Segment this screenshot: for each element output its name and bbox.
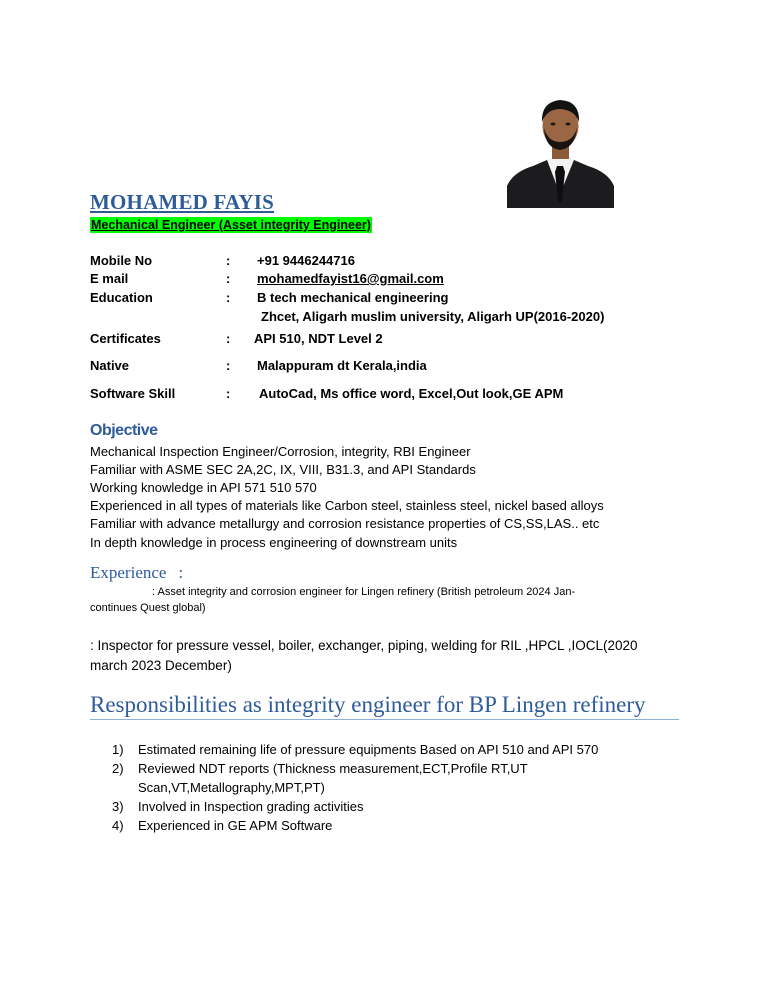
experience-heading-colon: : (178, 563, 184, 582)
software-colon: : (226, 386, 231, 401)
job-title: Mechanical Engineer (Asset integrity Engineer) (91, 218, 371, 232)
experience-item-1-line-2: continues Quest global) (90, 602, 206, 614)
objective-heading: Objective (90, 422, 158, 439)
experience-heading-text: Experience (90, 563, 167, 582)
list-item-text: Involved in Inspection grading activities (138, 799, 364, 814)
list-item-number: 1) (112, 742, 124, 757)
software-label: Software Skill (90, 386, 176, 401)
objective-line: Familiar with ASME SEC 2A,2C, IX, VIII, B31.3, and API Standards (90, 462, 476, 477)
list-item (112, 816, 652, 835)
objective-line: Familiar with advance metallurgy and corrosion resistance properties of CS,SS,LAS.. etc (90, 516, 600, 531)
list-item-text: Reviewed NDT reports (Thickness measurement,ECT,Profile RT,UT Scan,VT,Metallography,MPT,PT) (138, 761, 528, 795)
email-label: E mail (90, 271, 129, 286)
native-colon: : (226, 358, 231, 373)
experience-item-1-line-1: : Asset integrity and corrosion engineer for Lingen refinery (British petroleum 2024 Jan- (152, 586, 576, 598)
list-item (112, 797, 652, 816)
experience-item-2: : Inspector for pressure vessel, boiler, exchanger, piping, welding for RIL ,HPCL ,IOCL(2020 march 2023 December) (90, 638, 638, 673)
email-link[interactable]: mohamedfayist16@gmail.com (257, 271, 444, 286)
list-item (112, 759, 652, 797)
list-item-number: 4) (112, 818, 124, 833)
list-item-text: Experienced in GE APM Software (138, 818, 333, 833)
mobile-value: +91 9446244716 (257, 253, 355, 268)
responsibilities-heading: Responsibilities as integrity engineer for BP Lingen refinery (90, 692, 679, 720)
education-label: Education (90, 290, 153, 305)
profile-photo (507, 94, 614, 208)
certificates-colon: : (226, 331, 231, 346)
native-value: Malappuram dt Kerala,india (257, 358, 427, 373)
person-photo-icon (507, 94, 614, 208)
education-colon: : (226, 290, 231, 305)
native-label: Native (90, 358, 130, 373)
mobile-label: Mobile No (90, 253, 153, 268)
candidate-name: MOHAMED FAYIS (90, 190, 275, 214)
software-value: AutoCad, Ms office word, Excel,Out look,GE APM (259, 386, 564, 401)
list-item-number: 3) (112, 799, 124, 814)
education-university: Zhcet, Aligarh muslim university, Aligarh UP(2016-2020) (261, 309, 605, 324)
objective-line: In depth knowledge in process engineering of downstream units (90, 535, 458, 550)
certificates-label: Certificates (90, 331, 161, 346)
experience-item-1 (90, 584, 650, 616)
objective-line: Mechanical Inspection Engineer/Corrosion, integrity, RBI Engineer (90, 444, 471, 459)
objective-line: Experienced in all types of materials like Carbon steel, stainless steel, nickel based alloys (90, 498, 604, 513)
objective-line: Working knowledge in API 571 510 570 (90, 480, 317, 495)
mobile-colon: : (226, 253, 231, 268)
list-item-number: 2) (112, 761, 124, 776)
experience-heading (90, 563, 183, 583)
list-item-text: Estimated remaining life of pressure equipments Based on API 510 and API 570 (138, 742, 599, 757)
list-item (112, 740, 652, 759)
email-colon: : (226, 271, 231, 286)
education-degree: B tech mechanical engineering (257, 290, 449, 305)
certificates-value: API 510, NDT Level 2 (254, 331, 383, 346)
responsibilities-list (112, 740, 652, 835)
